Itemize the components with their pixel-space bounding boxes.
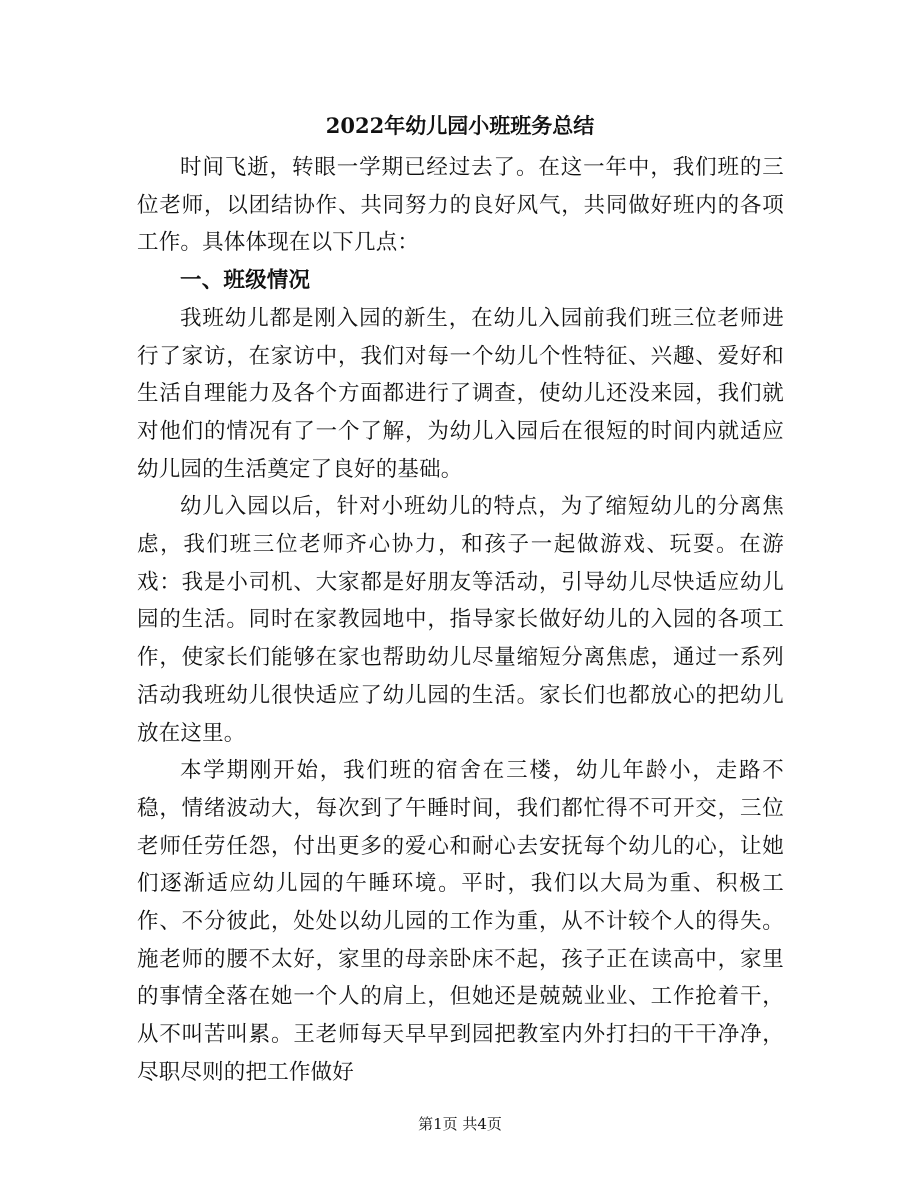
document-title: 2022年幼儿园小班班务总结 xyxy=(325,113,595,138)
paragraph-home-visit: 我班幼儿都是刚入园的新生，在幼儿入园前我们班三位老师进行了家访，在家访中，我们对每一个幼儿个性特征、兴趣、爱好和生活自理能力及各个方面都进行了调查，使幼儿还没来园，我们就对他们的情况有了一个了解，为幼儿入园后在很短的时间内就适应幼儿园的生活奠定了良好的基础。 xyxy=(137,305,784,482)
paragraph-intro: 时间飞逝，转眼一学期已经过去了。在这一年中，我们班的三位老师，以团结协作、共同努力的良好风气，共同做好班内的各项工作。具体体现在以下几点： xyxy=(137,155,784,256)
section-heading-class-situation: 一、班级情况 xyxy=(180,268,311,294)
paragraph-nap-time: 本学期刚开始，我们班的宿舍在三楼，幼儿年龄小，走路不稳，情绪波动大，每次到了午睡时间，我们都忙得不可开交，三位老师任劳任怨，付出更多的爱心和耐心去安抚每个幼儿的心，让她们逐渐适应幼儿园的午睡环境。平时，我们以大局为重、积极工作、不分彼此，处处以幼儿园的工作为重，从不计较个人的得失。施老师的腰不太好，家里的母亲卧床不起，孩子正在读高中，家里的事情全落在她一个人的肩上，但她还是兢兢业业、工作抢着干，从不叫苦叫累。王老师每天早早到园把教室内外打扫的干干净净，尽职尽则的把工作做好 xyxy=(137,758,784,1085)
document-body xyxy=(137,149,784,1092)
paragraph-separation-anxiety: 幼儿入园以后，针对小班幼儿的特点，为了缩短幼儿的分离焦虑，我们班三位老师齐心协力，和孩子一起做游戏、玩耍。在游戏：我是小司机、大家都是好朋友等活动，引导幼儿尽快适应幼儿园的生活。同时在家教园地中，指导家长做好幼儿的入园的各项工作，使家长们能够在家也帮助幼儿尽量缩短分离焦虑，通过一系列活动我班幼儿很快适应了幼儿园的生活。家长们也都放心的把幼儿放在这里。 xyxy=(137,494,784,746)
page-number-footer: 第1页 共4页 xyxy=(418,1115,502,1133)
